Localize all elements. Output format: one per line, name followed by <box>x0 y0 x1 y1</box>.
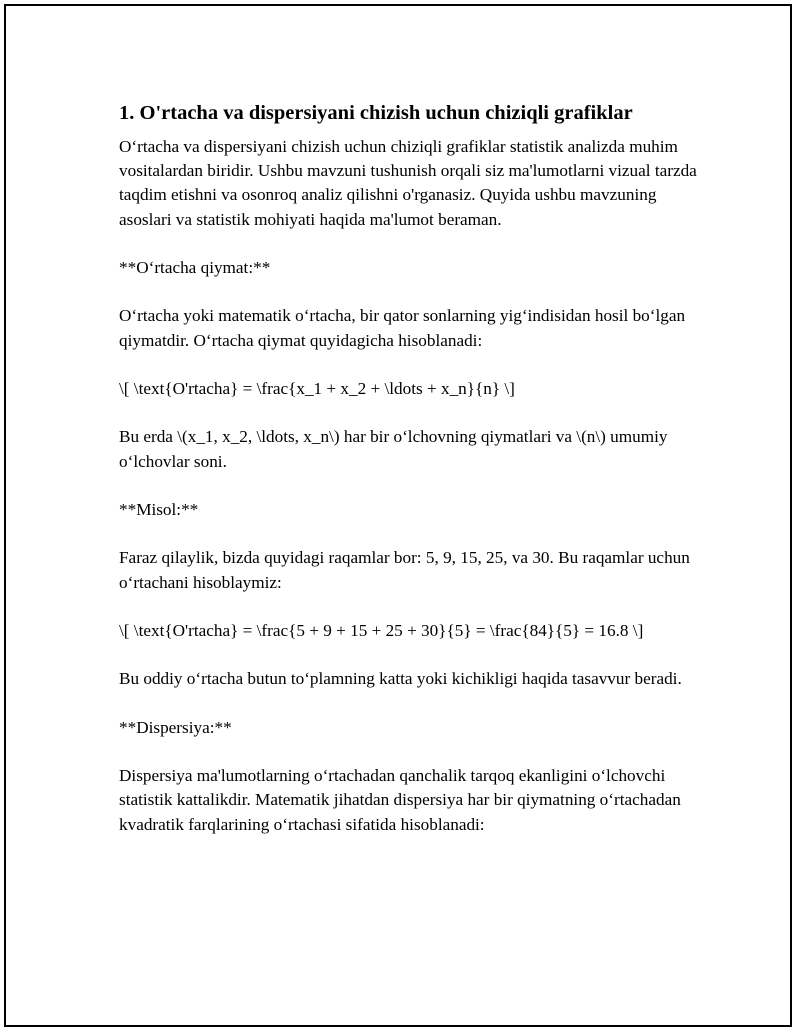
example-conclusion-paragraph: Bu oddiy o‘rtacha butun to‘plamning katta yoki kichikligi haqida tasavvur beradi. <box>119 669 682 689</box>
document-content <box>119 100 699 861</box>
document-page <box>4 4 792 1027</box>
section-heading: 1. O'rtacha va dispersiyani chizish uchun chiziqli grafiklar <box>119 102 633 124</box>
variance-definition-paragraph: Dispersiya ma'lumotlarning o‘rtachadan qanchalik tarqoq ekanligini o‘lchovchi statistik kattalikdir. Matematik jihatdan dispersiya har bir qiymatning o‘rtachadan kvadratik farqlarining o‘rtachasi sifatida hisoblanadi: <box>119 766 681 834</box>
example-formula: \[ \text{O'rtacha} = \frac{5 + 9 + 15 + 25 + 30}{5} = \frac{84}{5} = 16.8 \] <box>119 620 644 640</box>
mean-subheading: **O‘rtacha qiymat:** <box>119 258 271 277</box>
mean-formula: \[ \text{O'rtacha} = \frac{x_1 + x_2 + \ldots + x_n}{n} \] <box>119 378 515 398</box>
formula-explanation-paragraph: Bu erda \(x_1, x_2, \ldots, x_n\) har bir o‘lchovning qiymatlari va \(n\) umumiy o‘lchovlar soni. <box>119 427 668 471</box>
intro-paragraph: O‘rtacha va dispersiyani chizish uchun chiziqli grafiklar statistik analizda muhim vositalardan biridir. Ushbu mavzuni tushunish orqali siz ma'lumotlarni vizual tarzda taqdim etishni va osonroq analiz qilishni o'rganasiz. Quyida ushbu mavzuning asoslari va statistik mohiyati haqida ma'lumot beraman. <box>119 137 697 229</box>
mean-definition-paragraph: O‘rtacha yoki matematik o‘rtacha, bir qator sonlarning yig‘indisidan hosil bo‘lgan qiymatdir. O‘rtacha qiymat quyidagicha hisoblanadi: <box>119 306 686 350</box>
example-subheading: **Misol:** <box>119 499 199 519</box>
example-paragraph: Faraz qilaylik, bizda quyidagi raqamlar bor: 5, 9, 15, 25, va 30. Bu raqamlar uchun o‘rtachani hisoblaymiz: <box>119 548 690 592</box>
variance-subheading: **Dispersiya:** <box>119 717 232 737</box>
